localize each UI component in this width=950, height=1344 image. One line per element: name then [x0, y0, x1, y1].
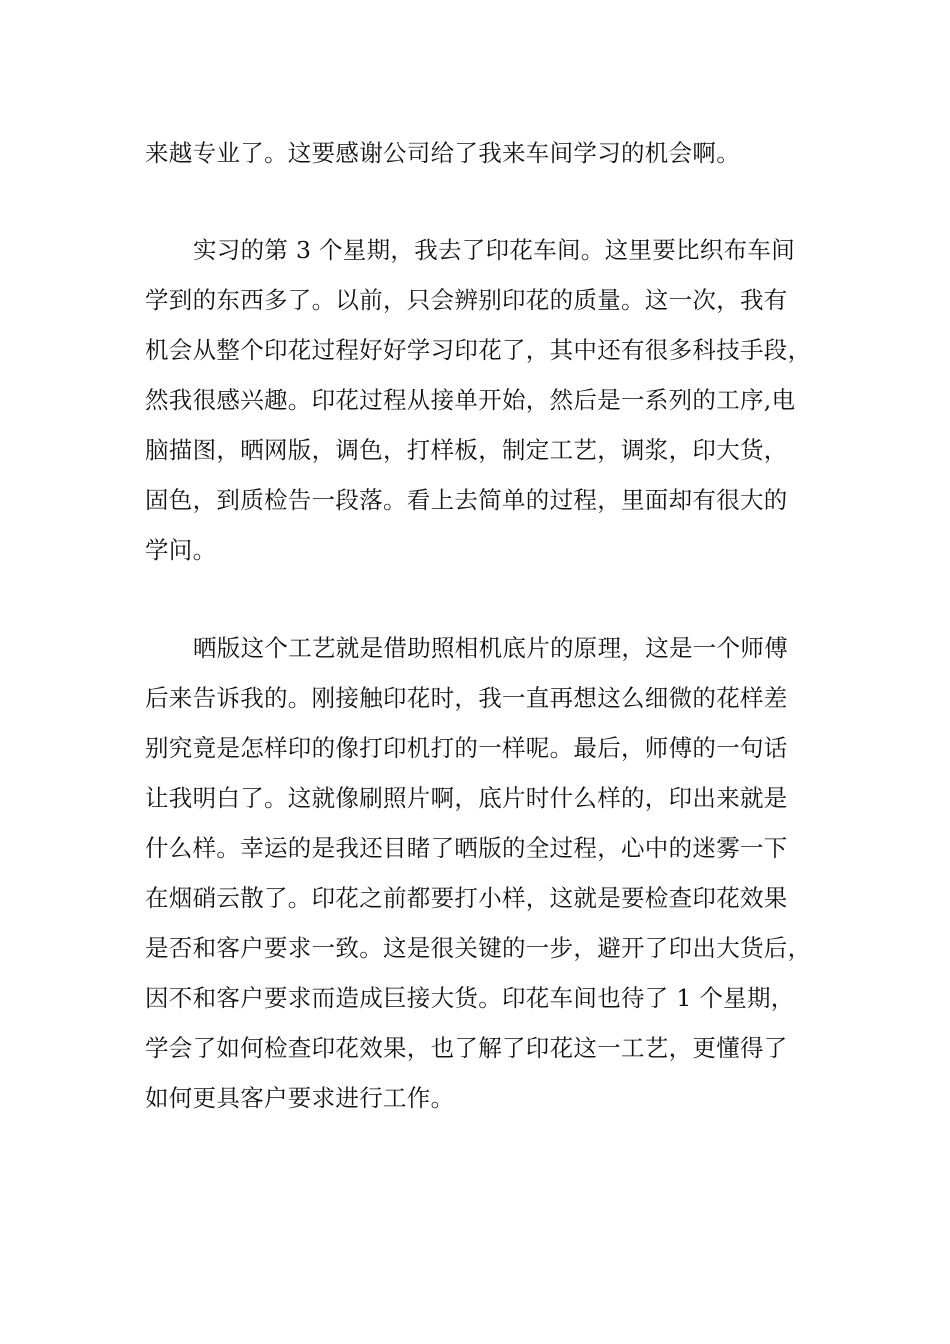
- text-line: 实习的第 3 个星期，我去了印花车间。这里要比织布车间: [193, 236, 795, 264]
- text-line: 固色，到质检告一段落。看上去简单的过程，里面却有很大的: [145, 486, 788, 514]
- text-line: 然我很感兴趣。印花过程从接单开始，然后是一系列的工序,电: [145, 386, 796, 414]
- paragraph-screen-exposure: [145, 623, 825, 1123]
- text-line: 让我明白了。这就像刷照片啊，底片时什么样的，印出来就是: [145, 784, 788, 812]
- text-line: 如何更具客户要求进行工作。: [145, 1084, 455, 1112]
- paragraph-continuation: [145, 128, 825, 178]
- text-line: 晒版这个工艺就是借助照相机底片的原理，这是一个师傅: [193, 634, 788, 662]
- text-line: 是否和客户要求一致。这是很关键的一步，避开了印出大货后，: [145, 934, 812, 962]
- text-line: 因不和客户要求而造成巨接大货。印花车间也待了 1 个星期，: [145, 984, 795, 1012]
- text-line: 在烟硝云散了。印花之前都要打小样，这就是要检查印花效果: [145, 884, 788, 912]
- text-line: 别究竟是怎样印的像打印机打的一样呢。最后，师傅的一句话: [145, 734, 788, 762]
- text-line: 来越专业了。这要感谢公司给了我来车间学习的机会啊。: [145, 139, 740, 167]
- text-line: 脑描图，晒网版，调色，打样板，制定工艺，调浆，印大货，: [145, 436, 788, 464]
- text-line: 后来告诉我的。刚接触印花时，我一直再想这么细微的花样差: [145, 684, 788, 712]
- text-line: 学到的东西多了。以前，只会辨别印花的质量。这一次，我有: [145, 286, 788, 314]
- text-line: 机会从整个印花过程好好学习印花了，其中还有很多科技手段，: [145, 336, 812, 364]
- text-line: 什么样。幸运的是我还目睹了晒版的全过程，心中的迷雾一下: [145, 834, 788, 862]
- text-line: 学会了如何检查印花效果，也了解了印花这一工艺，更懂得了: [145, 1034, 788, 1062]
- paragraph-printing-workshop: [145, 225, 825, 575]
- text-line: 学问。: [145, 536, 217, 564]
